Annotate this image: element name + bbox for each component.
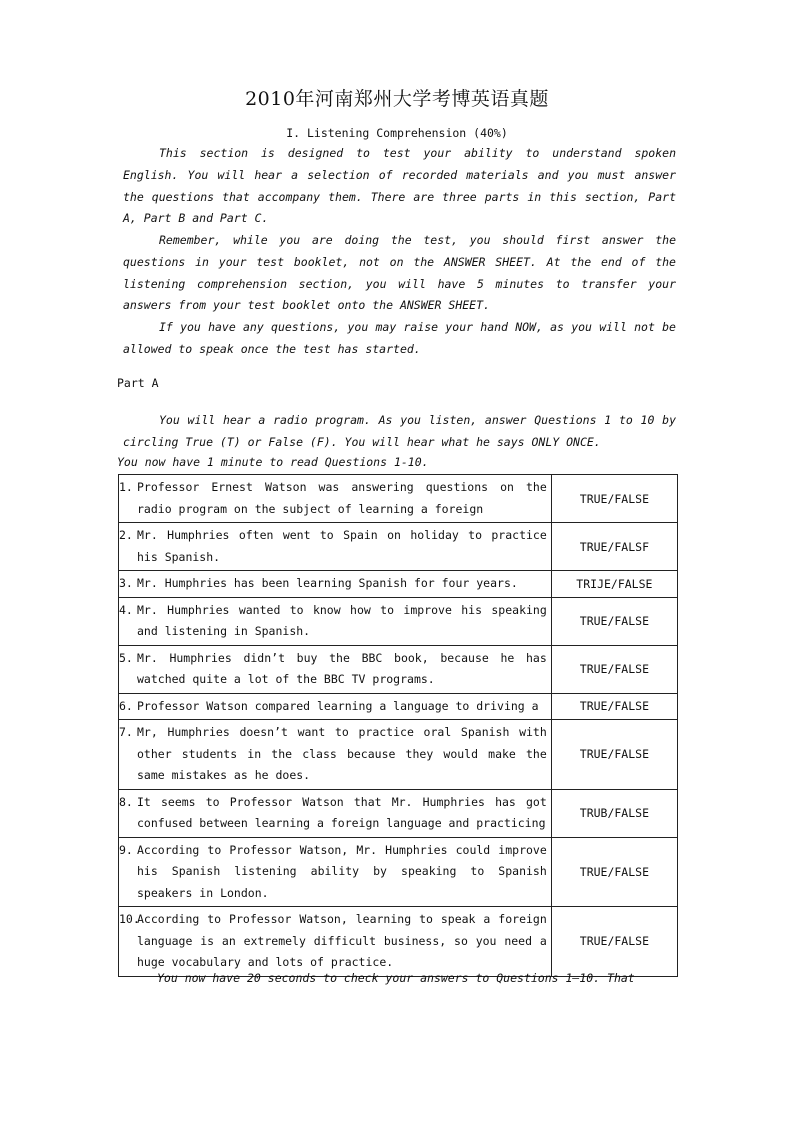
answer-cell: TRUE/FALSE (551, 645, 677, 693)
question-number: 6. (119, 698, 133, 713)
intro-paragraph: This section is designed to test your ability to understand spoken English. You will hear a selection of recorded materials and you must answer the questions that accompany them. There are three parts in this section, Part A, Part B and Part C. (123, 146, 676, 226)
table-row (119, 837, 678, 907)
question-cell (119, 789, 552, 837)
answer-cell: TRUE/FALSE (551, 475, 677, 523)
question-text: Mr. Humphries often went to Spain on holiday to practice his Spanish. (137, 528, 547, 564)
answer-cell: TRUE/FALSE (551, 837, 677, 907)
table-row (119, 523, 678, 571)
question-number: 10. (119, 912, 140, 926)
answer-cell: TRUE/FALSE (551, 693, 677, 720)
question-number: 5. (119, 650, 133, 665)
question-cell (119, 720, 552, 790)
table-row (119, 720, 678, 790)
table-row (119, 789, 678, 837)
table-row (119, 907, 678, 977)
question-text: It seems to Professor Watson that Mr. Humphries has got confused between learning a foreign language and practicing (137, 794, 547, 830)
table-row (119, 475, 678, 523)
question-text: According to Professor Watson, Mr. Humphries could improve his Spanish listening ability by speaking to Spanish speakers in London. (137, 842, 547, 900)
answer-cell: TRUE/FALSE (551, 597, 677, 645)
part-a-instructions: You will hear a radio program. As you listen, answer Questions 1 to 10 by circling True (T) or False (F). You will hear what he says ONLY ONCE. (123, 413, 676, 449)
page-title: 2010年河南郑州大学考博英语真题 (245, 88, 549, 110)
read-time-note: You now have 1 minute to read Questions 1-10. (117, 455, 429, 469)
question-cell (119, 837, 552, 907)
question-number: 3. (119, 576, 133, 590)
question-cell (119, 597, 552, 645)
question-cell (119, 523, 552, 571)
question-number: 8. (119, 794, 133, 809)
section-heading: I. Listening Comprehension (40%) (286, 126, 508, 140)
table-row (119, 571, 678, 598)
question-number: 7. (119, 725, 133, 739)
answer-cell: TRIJE/FALSE (551, 571, 677, 598)
table-row (119, 693, 678, 720)
question-cell (119, 475, 552, 523)
question-text: Professor Ernest Watson was answering questions on the radio program on the subject of learning a foreign (137, 480, 547, 516)
table-row (119, 597, 678, 645)
answer-cell: TRUB/FALSE (551, 789, 677, 837)
answer-cell: TRUE/FALSF (551, 523, 677, 571)
question-text: According to Professor Watson, learning to speak a foreign language is an extremely difficult business, so you need a huge vocabulary and lots of practice. (137, 912, 547, 969)
question-cell (119, 571, 552, 598)
answer-cell: TRUE/FALSE (551, 720, 677, 790)
question-number: 1. (119, 480, 133, 494)
answer-cell: TRUE/FALSE (551, 907, 677, 977)
question-cell (119, 907, 552, 977)
intro-paragraph: Remember, while you are doing the test, you should first answer the questions in your test booklet, not on the ANSWER SHEET. At the end of the listening comprehension section, you will have 5 minutes to transfer your answers from your test booklet onto the ANSWER SHEET. (123, 233, 676, 313)
intro-paragraph: If you have any questions, you may raise your hand NOW, as you will not be allowed to speak once the test has started. (123, 320, 676, 356)
question-text: Mr. Humphries didn’t buy the BBC book, because he has watched quite a lot of the BBC TV programs. (137, 650, 547, 686)
question-text: Mr, Humphries doesn’t want to practice oral Spanish with other students in the class because they would make the same mistakes as he does. (137, 725, 547, 782)
part-a-label: Part A (117, 376, 159, 390)
table-row (119, 645, 678, 693)
question-text: Professor Watson compared learning a language to driving a (137, 698, 539, 713)
questions-table (118, 474, 678, 977)
question-number: 4. (119, 602, 133, 617)
footer-note: You now have 20 seconds to check your answers to Questions 1—10. That (157, 971, 635, 985)
question-text: Mr. Humphries has been learning Spanish for four years. (137, 576, 518, 590)
question-number: 2. (119, 528, 133, 542)
question-number: 9. (119, 842, 133, 857)
question-cell (119, 693, 552, 720)
question-text: Mr. Humphries wanted to know how to improve his speaking and listening in Spanish. (137, 602, 547, 638)
question-cell (119, 645, 552, 693)
